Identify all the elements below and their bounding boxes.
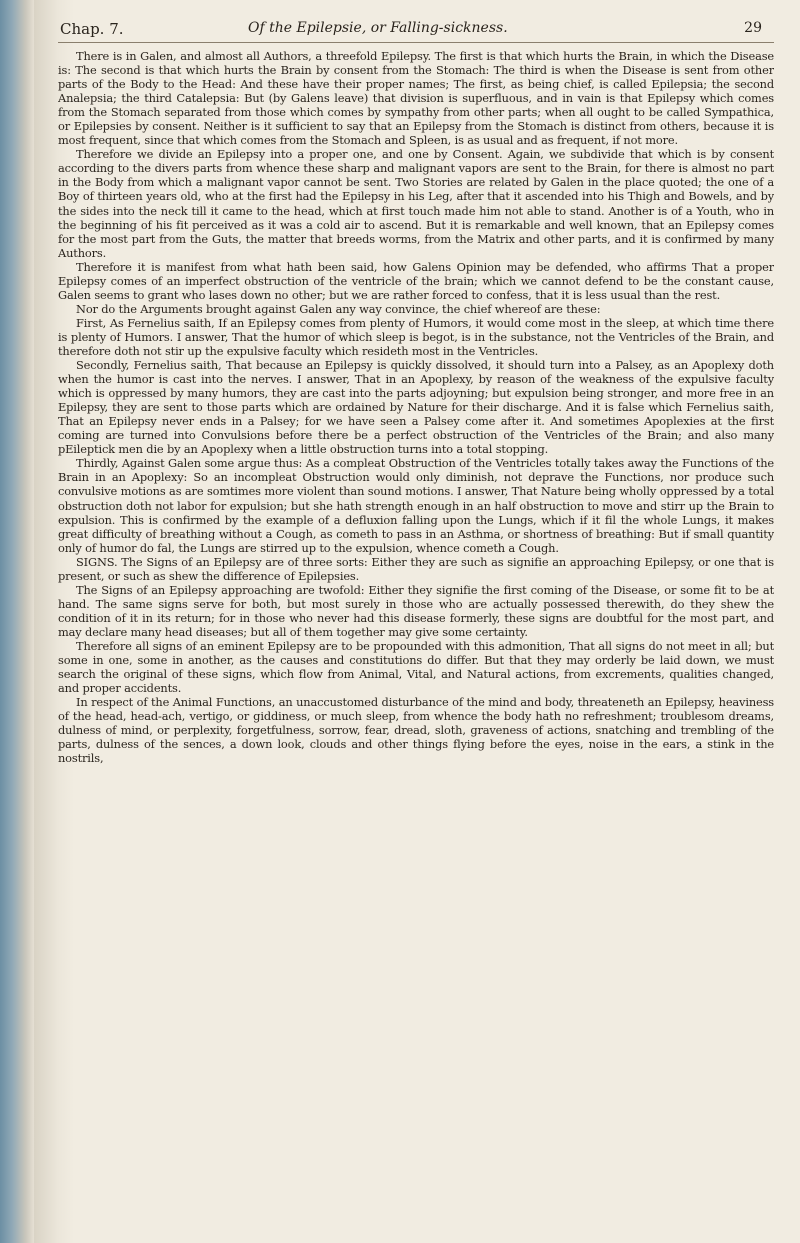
paragraph-arguments: Nor do the Arguments brought against Galen any way convince, the chief whereof are these: <box>76 301 601 316</box>
paragraph-first: First, As Fernelius saith, If an Epilepsy comes from plenty of Humors, it would come most in the sleep, at which time there is plenty of Humors. I answer, That the humor of which sleep is begot, is in the substance, not the Ventricles of the Brain, and therefore doth not stir up the expulsive faculty which resideth most in the Ventricles. <box>58 315 774 358</box>
paragraph-intro: There is in Galen, and almost all Authors, a threefold Epilepsy. The first is that which hurts the Brain, in which the Disease is: The second is that which hurts the Brain by consent from the Stomach: The third is when the Disease is sent from other parts of the Body to the Head: And these have their proper names; The first, as being chief, is called Epilepsia; the second Analepsia; the third Catalepsia: But (by Galens leave) that division is superfluous, and in vain is that Epilepsy which comes from the Stomach separated from those which comes by sympathy from other parts; when all ought to be called Sympathica, or Epilepsies by consent. Neither is it sufficient to say that an Epilepsy from the Stomach is distinct from others, because it is most frequent, since that which comes from the Stomach and Spleen, is as usual and as frequent, if not more. <box>58 49 774 148</box>
book-page <box>58 14 774 1229</box>
body-text <box>58 49 774 765</box>
chapter-label: Chap. 7. <box>60 20 124 38</box>
paragraph-animal-functions: In respect of the Animal Functions, an unaccustomed disturbance of the mind and body, threateneth an Epilepsy, heaviness of the head, head-ach, vertigo, or giddiness, or much sleep, from whence the body hath no refreshment; troublesom dreams, dulness of mind, or perplexity, forgetfulness, sorrow, fear, dread, sloth, graveness of actions, snatching and trembling of the parts, dulness of the sences, a down look, clouds and other things flying before the eyes, noise in the ears, a stink in the nostrils, <box>58 695 774 766</box>
paragraph-signs-approaching: The Signs of an Epilepsy approaching are twofold: Either they signifie the first coming of the Disease, or some fit to be at hand. The same signs serve for both, but most surely in those who are actually possessed therewith, do they shew the condition of it in its return; for in those who never had this disease formerly, these signs are doubtful for the most part, and may declare many head diseases; but all of them together may give some certainty. <box>58 582 774 639</box>
running-header <box>58 14 774 43</box>
paragraph-admonition: Therefore all signs of an eminent Epilepsy are to be propounded with this admonition, That all signs do not meet in all; but some in one, some in another, as the causes and constitutions do differ. But that they may orderly be laid down, we must search the original of these signs, which flow from Animal, Vital, and Natural actions, from excrements, qualities changed, and proper accidents. <box>58 638 774 696</box>
page-number: 29 <box>744 20 762 36</box>
paragraph-galen-opinion: Therefore it is manifest from what hath been said, how Galens Opinion may be defended, who affirms That a proper Epilepsy comes of an imperfect obstruction of the ventricle of the brain; which we cannot defend to be the constant cause, Galen seems to grant who lases down no other; but we are rather forced to confess, that it is less usual than the rest. <box>58 259 774 302</box>
paragraph-third: Thirdly, Against Galen some argue thus: As a compleat Obstruction of the Ventricles totally takes away the Functions of the Brain in an Apoplexy: So an incompleat Obstruction would only diminish, not deprave the Functions, nor produce such convulsive motions as are somtimes more violent than sound motions. I answer, That Nature being wholly oppressed by a total obstruction doth not labor for expulsion; but she hath strength enough in an half obstruction to move and stirr up the Brain to expulsion. This is confirmed by the example of a defluxion falling upon the Lungs, which if it fil the whole Lungs, it makes great difficulty of breathing without a Cough, as cometh to pass in an Asthma, or shortness of breathing: But if small quantity only of humor do fal, the Lungs are stirred up to the expulsion, whence cometh a Cough. <box>58 456 774 555</box>
book-binding-edge <box>0 0 34 1243</box>
paragraph-second: Secondly, Fernelius saith, That because an Epilepsy is quickly dissolved, it should turn into a Palsey, as an Apoplexy doth when the humor is cast into the nerves. I answer, That in an Apoplexy, by reason of the weakness of the expulsive faculty which is oppressed by many humors, they are cast into the parts adjoyning; but expulsion being stronger, and more free in an Epilepsy, they are sent to those parts which are ordained by Nature for their discharge. And it is false which Fernelius saith, That an Epilepsy never ends in a Palsey; for we have seen a Palsey come after it. And sometimes Apoplexies at the first coming are turned into Convulsions before there be a perfect obstruction of the Ventricles of the Brain; and also many pEileptick men die by an Apoplexy when a little obstruction turns into a total stopping. <box>58 358 774 457</box>
paragraph-divide: Therefore we divide an Epilepsy into a proper one, and one by Consent. Again, we subdivide that which is by consent according to the divers parts from whence these sharp and malignant vapors are sent to the Brain, for there is almost no part in the Body from which a malignant vapor cannot be sent. Two Stories are related by Galen in the place quoted; the one of a Boy of thirteen years old, who at the first had the Epilepsy in his Leg, after that it ascended into his Thigh and Bowels, and by the sides into the neck till it came to the head, which at first touch made him not able to stand. Another is of a Youth, who in the beginning of his fit perceived as it was a cold air to ascend. But it is remarkable and well known, that an Epilepsy comes for the most part from the Guts, the matter that breeds worms, from the Matrix and other parts, and it is confirmed by many Authors. <box>58 147 774 260</box>
running-title: Of the Epilepsie, or Falling-sickness. <box>248 20 508 36</box>
paragraph-signs: SIGNS. The Signs of an Epilepsy are of three sorts: Either they are such as signifie an approaching Epilepsy, or one that is present, or such as shew the difference of Epilepsies. <box>58 554 774 583</box>
